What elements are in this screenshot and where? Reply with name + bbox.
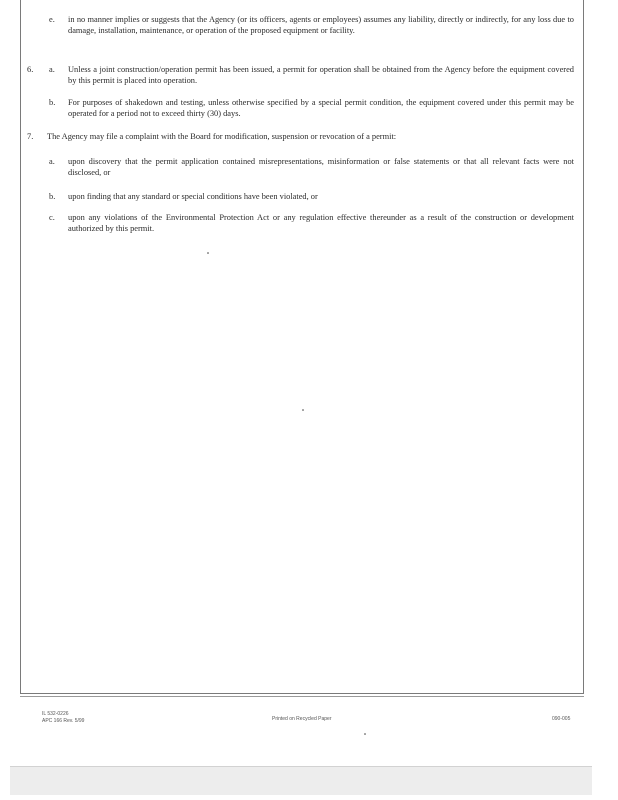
item-7b-label: b. [49,192,56,201]
item-7a-text: upon discovery that the permit application contained misrepresentations, misinformation or false statements or that all relevant facts were not disclosed, or [68,157,574,178]
item-7b-text: upon finding that any standard or special conditions have been violated, or [68,192,318,201]
form-code-line1: IL 532-0226 [42,711,69,717]
item-7-number: 7. [27,132,34,141]
item-5e-label: e. [49,15,55,24]
item-7c-text: upon any violations of the Environmental Protection Act or any regulation effective thereunder as a result of the construction or development authorized by this permit. [68,213,574,234]
item-6b-text: For purposes of shakedown and testing, unless otherwise specified by a special permit condition, the equipment covered under this permit may be operated for a period not to exceed thirty (30) days. [68,98,574,119]
scan-speck [302,409,304,411]
scan-speck [364,733,366,735]
recycled-paper-note: Printed on Recycled Paper [272,716,332,722]
item-7c-label: c. [49,213,55,222]
item-7a-label: a. [49,157,55,166]
item-6b-label: b. [49,98,56,107]
item-7-text: The Agency may file a complaint with the Board for modification, suspension or revocation of a permit: [47,132,397,141]
item-6a-text: Unless a joint construction/operation permit has been issued, a permit for operation shall be obtained from the Agency before the equipment covered by this permit is placed into operation. [68,65,574,86]
scan-speck [207,252,209,254]
form-code [42,711,84,724]
item-5e-text: in no manner implies or suggests that the Agency (or its officers, agents or employees) assumes any liability, directly or indirectly, for any loss due to damage, installation, maintenance, or operation of the proposed equipment or facility. [68,15,574,36]
footer-right-code: 090-005 [552,716,571,722]
scanner-bottom-band [10,766,592,795]
item-6a-label: a. [49,65,55,74]
form-code-line2: APC 166 Rev. 5/99 [42,717,85,724]
item-6-number: 6. [27,65,34,74]
frame-divider [20,696,584,697]
